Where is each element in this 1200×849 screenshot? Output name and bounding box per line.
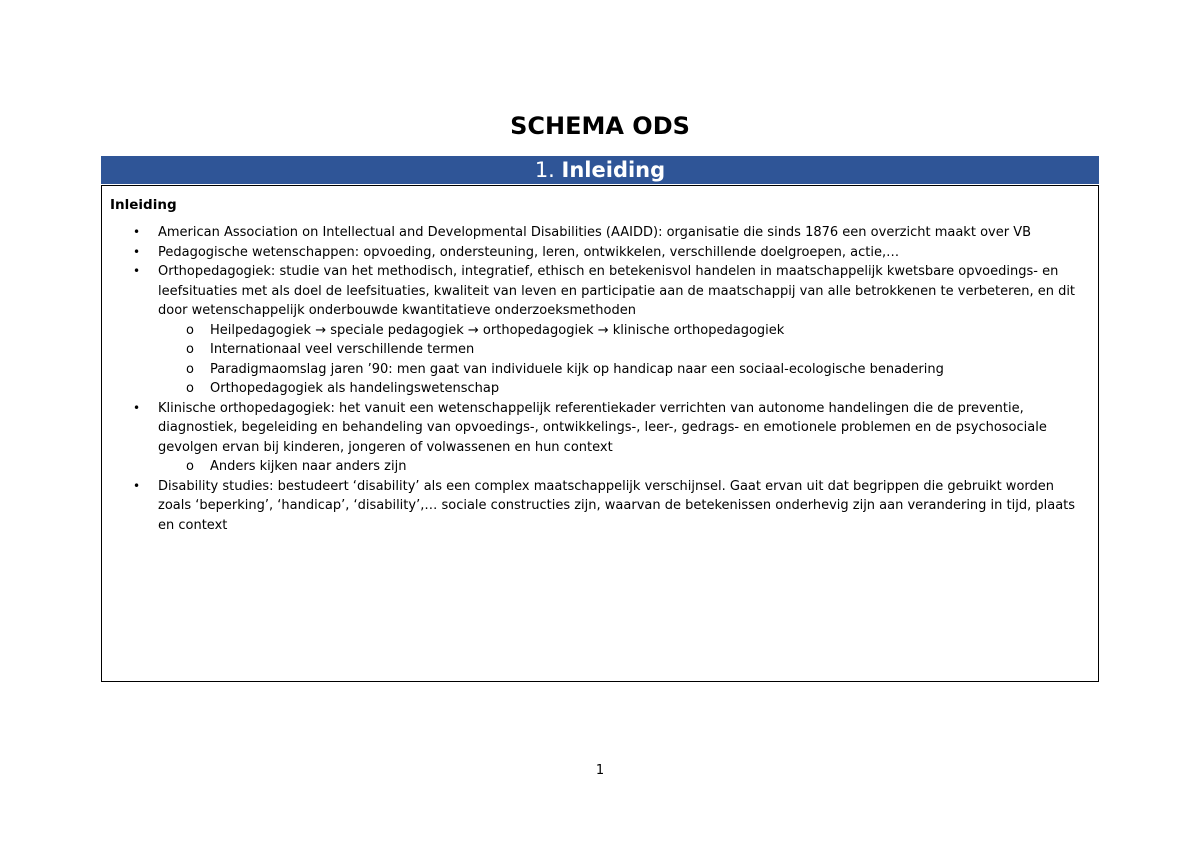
- list-item: [110, 399, 1090, 477]
- circle-bullet-icon: o: [186, 361, 194, 377]
- sub-list-item-text: Internationaal veel verschillende termen: [210, 342, 475, 357]
- list-item-text: Pedagogische wetenschappen: opvoeding, ondersteuning, leren, ontwikkelen, verschillende doelgroepen, actie,…: [158, 244, 900, 260]
- sub-list-item: [156, 321, 1090, 341]
- bullet-icon: •: [133, 225, 141, 239]
- content-heading: Inleiding: [110, 197, 177, 213]
- bullet-icon: •: [133, 400, 141, 415]
- bullet-list: [110, 223, 1090, 535]
- sub-bullet-list: [158, 457, 1090, 477]
- page-number: 1: [595, 763, 605, 778]
- section-number: 1.: [534, 158, 555, 182]
- sub-list-item-text: Orthopedagogiek als handelingswetenschap: [210, 381, 500, 396]
- bullet-icon: •: [133, 264, 141, 278]
- sub-list-item-text: Anders kijken naar anders zijn: [210, 459, 407, 474]
- bullet-icon: •: [133, 478, 141, 493]
- sub-list-item: [156, 360, 1090, 380]
- circle-bullet-icon: o: [186, 342, 194, 357]
- section-banner: [101, 156, 1099, 184]
- list-item-text: Disability studies: bestudeert ‘disability’ als een complex maatschappelijk verschijnsel. Gaat ervan uit dat begrippen die gebruikt worden zoals ‘beperking’, ‘handicap’, ‘disability’,… sociale constructies zijn, waarvan de betekenissen onderhevig zijn aan verandering in tijd, plaats en context: [158, 478, 1076, 533]
- circle-bullet-icon: o: [186, 459, 194, 474]
- list-item-text: Klinische orthopedagogiek: het vanuit een wetenschappelijk referentiekader verrichten van autonome handelingen die de preventie, diagnostiek, begeleiding en behandeling van opvoedings-, ontwikkelings-, leer-, gedrags- en emotionele problemen en de psychosociale gevolgen ervan bij kinderen, jongeren of volwassenen en hun context: [158, 400, 1047, 455]
- sub-list-item: [156, 457, 1090, 477]
- circle-bullet-icon: o: [186, 381, 194, 396]
- list-item-text: Orthopedagogiek: studie van het methodisch, integratief, ethisch en betekenisvol handelen in maatschappelijk kwetsbare opvoedings- en leefsituaties met als doel de leefsituaties, kwaliteit van leven en participatie aan de maatschappij van alle betrokkenen te verbeteren, en dit door wetenschappelijk onderbouwde kwantitatieve onderzoeksmethoden: [158, 264, 1076, 318]
- document-title: SCHEMA ODS: [510, 112, 690, 140]
- list-item: [110, 262, 1090, 399]
- sub-bullet-list: [158, 321, 1090, 399]
- circle-bullet-icon: o: [186, 322, 194, 338]
- section-title: Inleiding: [561, 158, 666, 182]
- sub-list-item: [156, 379, 1090, 399]
- list-item: [110, 477, 1090, 536]
- sub-list-item-text: Heilpedagogiek → speciale pedagogiek → orthopedagogiek → klinische orthopedagogiek: [210, 322, 785, 338]
- list-item: [110, 223, 1090, 243]
- sub-list-item: [156, 340, 1090, 360]
- list-item-text: American Association on Intellectual and Developmental Disabilities (AAIDD): organisatie die sinds 1876 een overzicht maakt over VB: [158, 225, 1031, 240]
- content-box: [101, 185, 1099, 682]
- bullet-icon: •: [133, 244, 141, 259]
- sub-list-item-text: Paradigmaomslag jaren ’90: men gaat van individuele kijk op handicap naar een sociaal-ecologische benadering: [210, 361, 944, 377]
- list-item: [110, 243, 1090, 263]
